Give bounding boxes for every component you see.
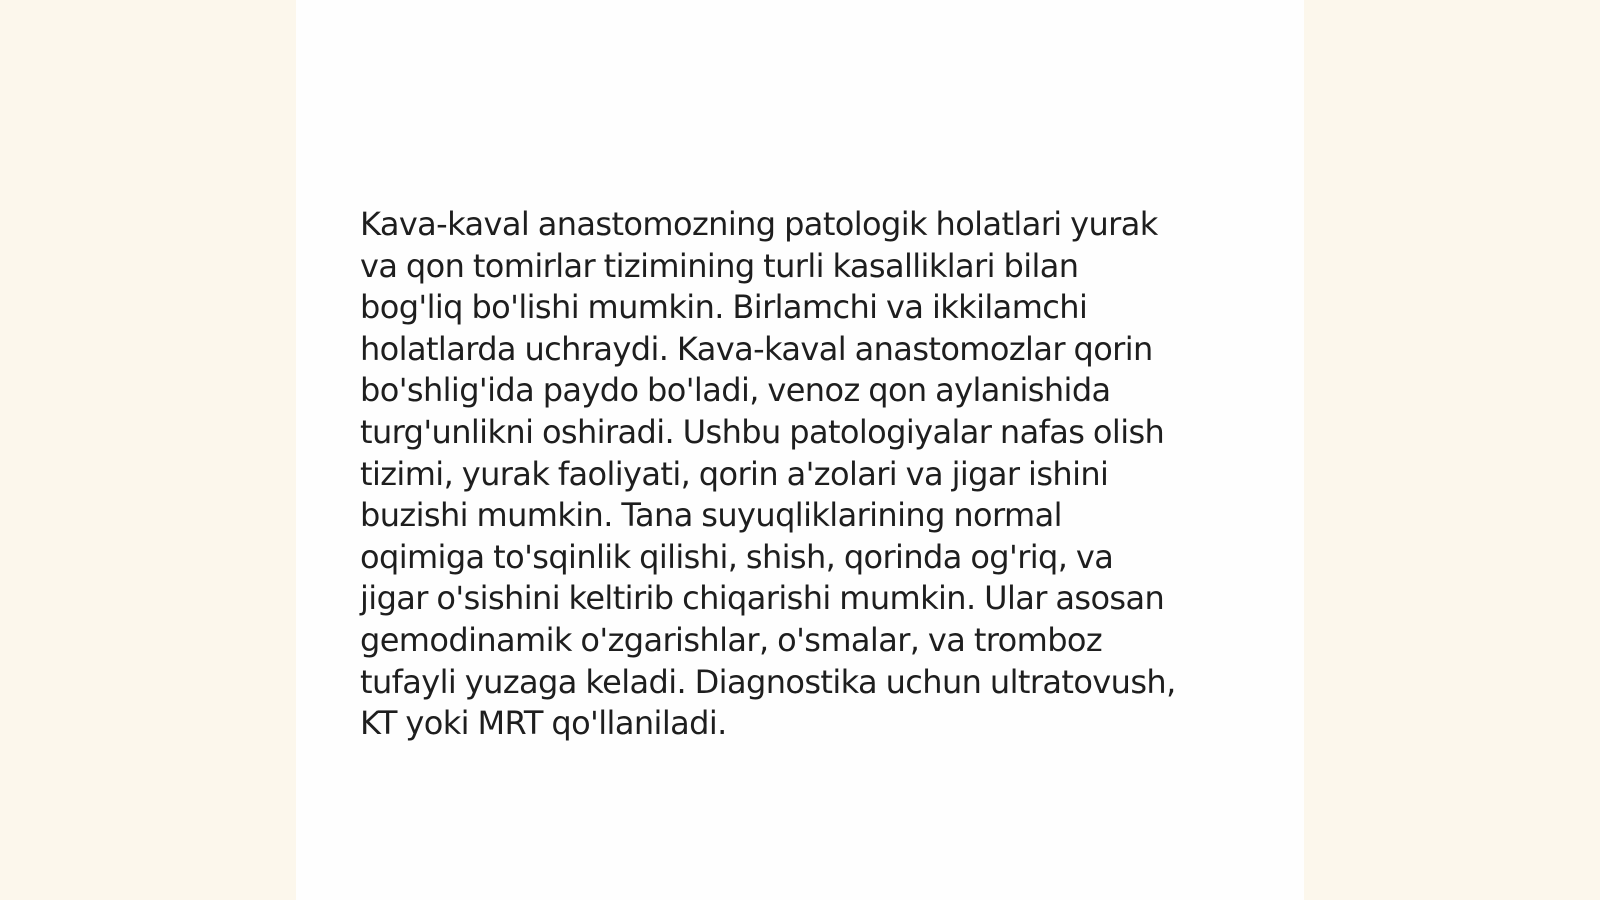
body-paragraph: Kava-kaval anastomozning patologik holatlari yurak va qon tomirlar tizimining turli kasalliklari bilan bog'liq bo'lishi mumkin. Birlamchi va ikkilamchi holatlarda uchraydi. Kava-kaval anastomozlar qorin bo'shlig'ida paydo bo'ladi, venoz qon aylanishida turg'unlikni oshiradi. Ushbu patologiyalar nafas olish tizimi, yurak faoliyati, qorin a'zolari va jigar ishini buzishi mumkin. Tana suyuqliklarining normal oqimiga to'sqinlik qilishi, shish, qorinda og'riq, va jigar o'sishini keltirib chiqarishi mumkin. Ular asosan gemodinamik o'zgarishlar, o'smalar, va tromboz tufayli yuzaga keladi. Diagnostika uchun ultratovush, KT yoki MRT qo'llaniladi.	[360, 205, 1176, 743]
left-margin-panel	[0, 0, 296, 900]
right-margin-panel	[1304, 0, 1600, 900]
